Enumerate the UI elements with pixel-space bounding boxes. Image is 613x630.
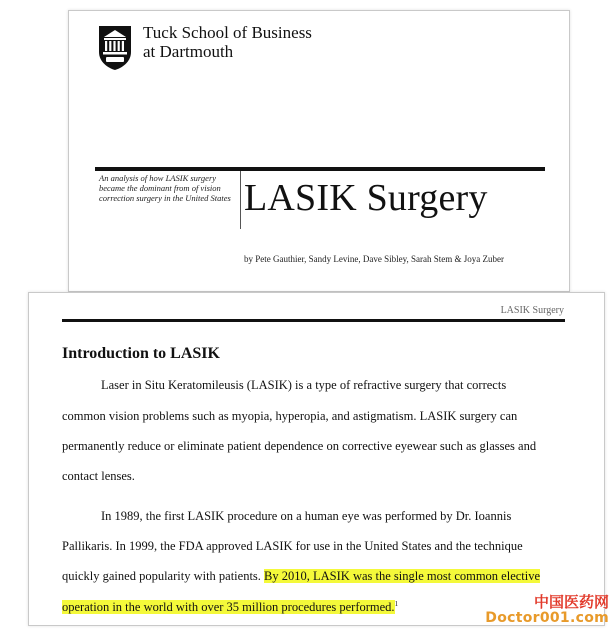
paragraph1-line: permanently reduce or eliminate patient dependence on corrective eyewear such as glasses and [62,439,537,453]
cover-title: LASIK Surgery [244,177,488,219]
watermark-line1: 中国医药网 [533,593,609,611]
paragraph2-line [62,596,398,615]
paragraph1-line: contact lenses. [62,469,135,483]
cover-tagline: An analysis of how LASIK surgery became the dominant from of vision correction surgery in the United States [99,173,231,203]
running-head: LASIK Surgery [500,305,564,316]
paragraph2-plain-text: quickly gained popularity with patients. [62,569,265,583]
intro-page [28,292,605,626]
watermark-line2: Doctor001.com [485,610,609,626]
highlighted-text: By 2010, LASIK was the single most common elective [264,569,541,583]
paragraph2-line [62,568,540,584]
site-watermark [485,594,609,626]
dartmouth-shield-icon [98,25,132,71]
footnote-marker: 1 [394,600,399,608]
paragraph1-line: common vision problems such as myopia, hyperopia, and astigmatism. LASIK surgery can [62,409,518,423]
school-name-line1: Tuck School of Business [143,23,312,42]
highlighted-text: operation in the world with over 35 million procedures performed. [62,600,395,615]
paragraph2-line: Pallikaris. In 1999, the FDA approved LASIK for use in the United States and the technique [62,539,523,553]
paragraph2-line: In 1989, the first LASIK procedure on a human eye was performed by Dr. Ioannis [101,509,512,523]
school-name [143,23,312,61]
paragraph1-line: Laser in Situ Keratomileusis (LASIK) is a type of refractive surgery that corrects [101,378,507,392]
cover-authors: by Pete Gauthier, Sandy Levine, Dave Sibley, Sarah Stem & Joya Zuber [244,254,504,264]
section-heading: Introduction to LASIK [62,345,220,362]
cover-page [68,10,570,292]
page-header-rule [62,319,565,322]
school-name-line2: at Dartmouth [143,42,234,61]
